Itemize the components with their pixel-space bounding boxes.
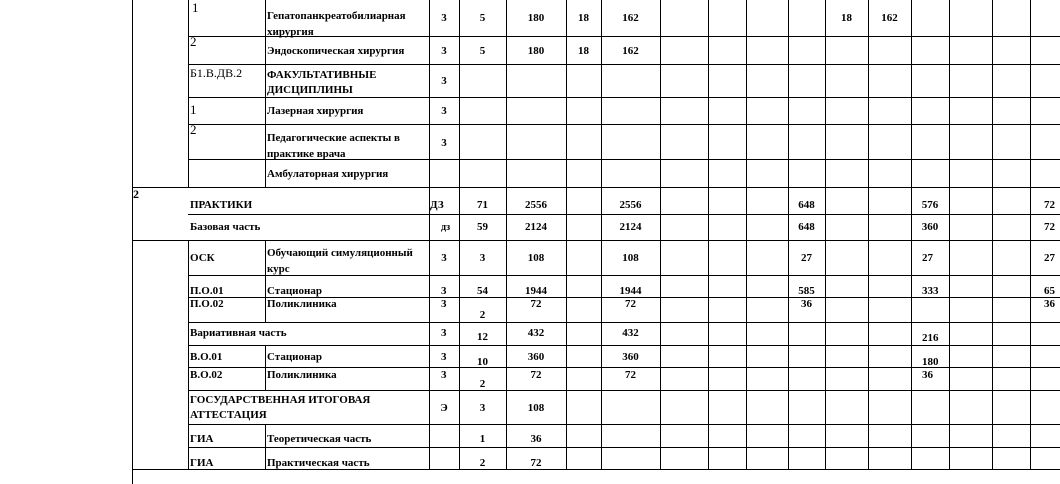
cell-form: 3 (441, 252, 447, 264)
discipline-name: Поликлиника (267, 369, 337, 381)
cell-sem5: 65 (1044, 285, 1055, 297)
section-number: 2 (133, 187, 139, 201)
cell-ze: 71 (477, 199, 488, 211)
cell-form: Э (440, 402, 448, 414)
cell-hours: 72 (530, 457, 542, 469)
grid-line (188, 345, 1060, 346)
discipline-code: ГИА (190, 433, 214, 445)
grid-line (992, 0, 993, 470)
grid-line (868, 0, 869, 470)
cell-sr: 360 (622, 351, 639, 363)
cell-hours: 36 (530, 433, 542, 445)
discipline-code: Б1.В.ДВ.2 (190, 66, 243, 80)
grid-line (188, 124, 1060, 125)
discipline-name: Лазерная хирургия (267, 105, 364, 117)
grid-line (132, 469, 1060, 470)
cell-hours: 108 (527, 402, 545, 414)
discipline-code: В.О.01 (190, 351, 223, 363)
cell-form: 3 (441, 105, 447, 117)
discipline-name: Обучающий симуляционный курс (267, 247, 413, 275)
grid-line (265, 240, 266, 322)
cell-form: 3 (441, 327, 447, 339)
cell-hours: 108 (527, 252, 545, 264)
discipline-name: Практическая часть (267, 457, 370, 469)
cell-sem3: 360 (921, 221, 939, 233)
grid-line (188, 64, 1060, 65)
grid-line (132, 240, 1060, 241)
grid-line (788, 0, 789, 470)
grid-line (188, 214, 1060, 215)
cell-sem1: 36 (801, 298, 812, 310)
cell-sr: 2556 (619, 199, 642, 211)
cell-sem1: 648 (798, 221, 815, 233)
cell-hours: 72 (530, 298, 542, 310)
grid-line (825, 0, 826, 470)
section-name: ПРАКТИКИ (190, 199, 253, 211)
cell-sem3: 333 (922, 285, 939, 297)
cell-hours: 432 (527, 327, 545, 339)
cell-ze: 1 (479, 433, 486, 445)
cell-ze: 2 (479, 309, 486, 321)
grid-line (429, 0, 430, 470)
grid-line (708, 0, 709, 470)
cell-aud: 18 (578, 45, 589, 57)
grid-line (132, 187, 1060, 188)
cell-sem1: 27 (801, 252, 812, 264)
cell-sr: 162 (622, 12, 639, 24)
grid-line (459, 0, 460, 470)
discipline-code: П.О.02 (190, 298, 224, 310)
cell-sem3: 216 (922, 332, 939, 344)
discipline-name: Стационар (267, 351, 322, 363)
cell-form: 3 (441, 45, 447, 57)
cell-hours: 1944 (525, 285, 547, 297)
cell-ze: 5 (479, 12, 486, 24)
cell-aud: 18 (578, 12, 589, 24)
grid-line (132, 0, 133, 8)
cell-sem1: 585 (798, 285, 815, 297)
grid-line (566, 0, 567, 470)
cell-sr: 2124 (619, 221, 642, 233)
discipline-name: Теоретическая часть (267, 433, 372, 445)
cell-ze: 59 (477, 221, 488, 233)
cell-form: 3 (441, 137, 447, 149)
cell-sr: 72 (625, 369, 636, 381)
cell-sr: 108 (622, 252, 639, 264)
cell-form: 3 (441, 298, 447, 310)
cell-sem3-sr: 162 (881, 12, 898, 24)
cell-sr: 432 (622, 327, 639, 339)
section-name: Вариативная часть (190, 327, 287, 339)
cell-ze: 3 (479, 252, 486, 264)
cell-sem3: 576 (921, 199, 939, 211)
cell-form: ДЗ (430, 199, 444, 211)
grid-line (746, 0, 747, 470)
cell-sem5: 72 (1044, 199, 1055, 211)
cell-form: 3 (441, 351, 447, 363)
cell-ze: 5 (479, 45, 486, 57)
cell-sem5: 36 (1044, 298, 1055, 310)
row-index: 2 (190, 34, 197, 49)
cell-sem3: 27 (922, 252, 933, 264)
grid-line (506, 0, 507, 470)
grid-line (949, 0, 950, 470)
cell-hours: 360 (527, 351, 545, 363)
cell-form: 3 (441, 369, 447, 381)
discipline-name: Амбулаторная хирургия (267, 168, 389, 180)
discipline-code: ОСК (190, 252, 215, 264)
discipline-name: Педагогические аспекты в практике врача (267, 132, 400, 160)
cell-ze: 54 (477, 285, 488, 297)
section-name: ГОСУДАРСТВЕННАЯ ИТОГОВАЯ АТТЕСТАЦИЯ (190, 394, 371, 421)
cell-sem3: 36 (922, 369, 933, 381)
cell-hours: 2124 (525, 221, 547, 233)
grid-line (188, 322, 1060, 323)
cell-sem5: 72 (1044, 221, 1055, 233)
cell-sr: 1944 (619, 285, 642, 297)
cell-ze: 10 (477, 356, 488, 368)
discipline-name: Поликлиника (267, 298, 337, 310)
row-index: 1 (190, 102, 197, 117)
discipline-name: Эндоскопическая хирургия (267, 45, 405, 57)
discipline-name: ФАКУЛЬТАТИВНЫЕ ДИСЦИПЛИНЫ (267, 69, 377, 96)
section-name: Базовая часть (190, 221, 261, 233)
cell-sem5: 27 (1044, 252, 1055, 264)
cell-ze: 12 (477, 331, 488, 343)
grid-line (660, 0, 661, 470)
cell-hours: 180 (527, 12, 545, 24)
cell-ze: 3 (479, 402, 486, 414)
cell-ze: 2 (479, 378, 486, 390)
grid-line (1030, 0, 1031, 470)
cell-hours: 72 (530, 369, 542, 381)
grid-line (132, 8, 133, 484)
discipline-name: Гепатопанкреатобилиарная хирургия (267, 10, 406, 38)
discipline-name: Стационар (267, 285, 322, 297)
discipline-code: П.О.01 (190, 285, 224, 297)
cell-hours: 2556 (525, 199, 547, 211)
cell-form: 3 (441, 285, 447, 297)
cell-sem3: 180 (922, 356, 939, 368)
grid-line (911, 0, 912, 470)
grid-line (601, 0, 602, 470)
cell-form: дз (441, 222, 451, 233)
cell-sr: 72 (625, 298, 636, 310)
cell-sr: 162 (622, 45, 639, 57)
cell-form: 3 (441, 12, 447, 24)
discipline-code: В.О.02 (190, 369, 223, 381)
cell-sem1: 648 (798, 199, 815, 211)
grid-line (188, 447, 1060, 448)
discipline-code: ГИА (190, 457, 214, 469)
cell-form: 3 (441, 75, 447, 87)
cell-hours: 180 (527, 45, 545, 57)
cell-ze: 2 (479, 457, 486, 469)
cell-sem3-aud: 18 (841, 12, 852, 24)
row-index: 1 (192, 0, 199, 15)
row-index: 2 (190, 122, 197, 137)
grid-line (188, 424, 1060, 425)
grid-line (188, 390, 1060, 391)
